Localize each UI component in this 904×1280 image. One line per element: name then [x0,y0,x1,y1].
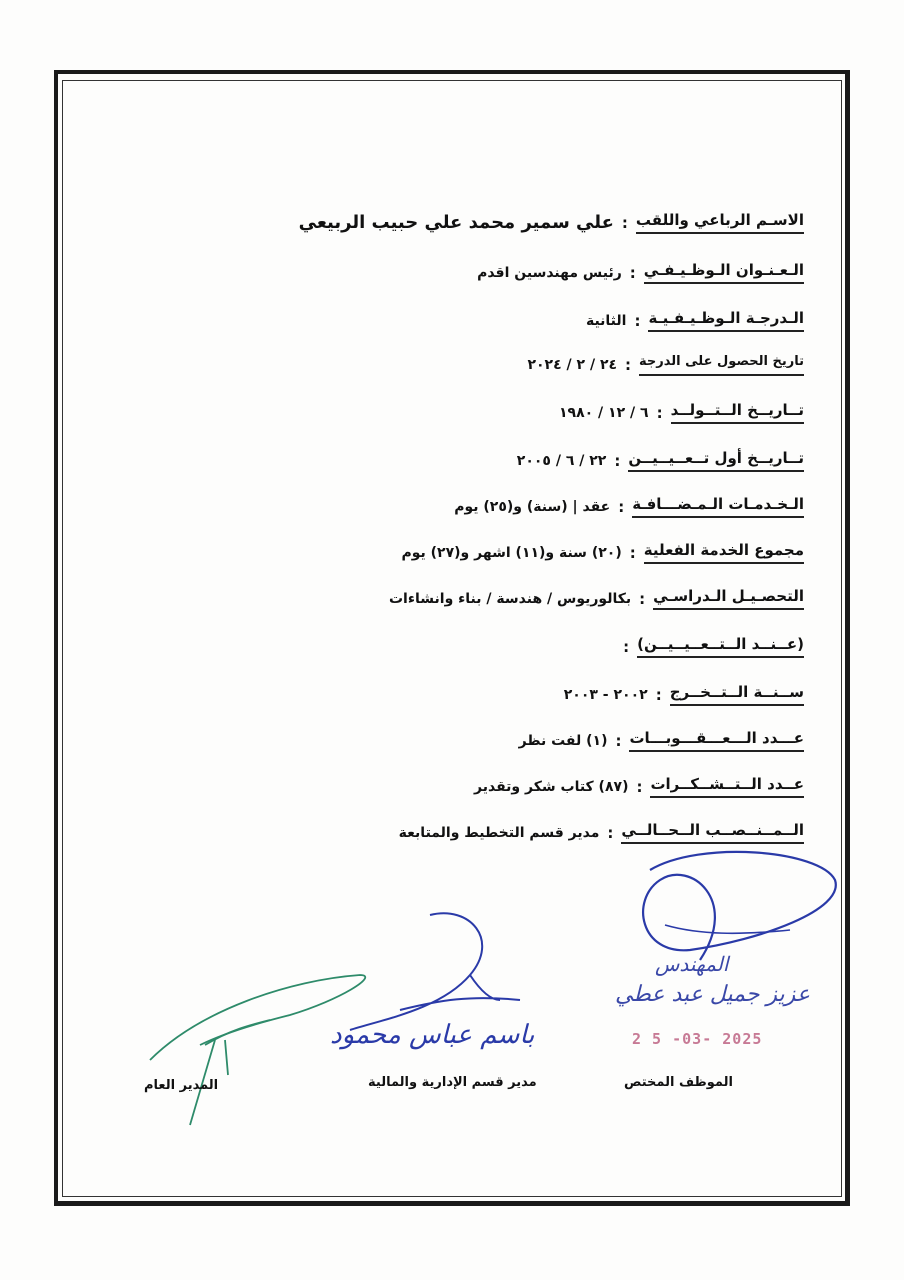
field-colon: : [634,312,641,330]
field-colon: : [629,264,636,282]
general-manager-title: المدير العام [144,1078,219,1093]
field-graduation-year [564,676,804,706]
field-label: الـعـنـوان الـوظـيـفـي [644,260,804,284]
field-label: الـخـدمـات الـمـضـــافـة [632,494,804,518]
field-label: الــمــنــصــب الــحــالــي [621,820,804,844]
field-value: رئيس مهندسين اقدم [477,265,622,281]
field-value: بكالوريوس / هندسة / بناء وانشاءات [388,591,632,607]
field-job-grade [586,302,804,332]
field-colon: : [607,824,614,842]
field-label: تــاريــخ أول تــعــيــيــن [628,448,804,472]
stamp-title: المهندس [655,952,729,976]
field-value: مدير قسم التخطيط والمتابعة [398,825,600,841]
field-colon: : [639,590,646,608]
field-value: الثانية [585,313,627,329]
employee-title: الموظف المختص [624,1075,733,1090]
field-value: (١) لفت نظر [518,733,608,749]
field-job-title [477,254,804,284]
stamp-name: عزيز جميل عبد عطي [615,982,810,1007]
field-label: مجموع الخدمة الفعلية [644,540,804,564]
field-label: (عــنــد الــتــعــيــيــن) [637,634,804,658]
field-grade-date [527,346,804,376]
field-colon: : [614,452,621,470]
field-colon: : [621,214,628,232]
handwritten-name: باسم عباس محمود [330,1020,535,1050]
date-stamp: 2 5 -03- 2025 [632,1030,763,1048]
field-first-appointment [517,442,804,472]
field-value: علي سمير محمد علي حبيب الربيعي [298,212,614,233]
field-colon: : [655,686,662,704]
field-commendations [474,768,804,798]
admin-manager-title: مدير قسم الإدارية والمالية [368,1075,537,1090]
field-label: تاريخ الحصول على الدرجة [639,352,804,376]
field-colon: : [656,404,663,422]
field-full-name [299,204,804,234]
field-colon: : [629,544,636,562]
field-label: الـدرجـة الـوظـيـفـيـة [648,308,804,332]
field-education [389,580,804,610]
field-colon: : [625,356,632,374]
field-value: (٢٠) سنة و(١١) اشهر و(٢٧) يوم [401,545,622,561]
field-colon: : [623,638,630,656]
field-current-position [399,814,804,844]
field-penalties [519,722,804,752]
field-label: ســنــة الــتــخــرج [670,682,804,706]
field-value: ٢٤ / ٢ / ٢٠٢٤ [527,357,618,373]
engineer-stamp [615,940,810,1070]
field-label: الاسـم الرباعي واللقب [636,210,804,234]
field-birth-date [559,394,804,424]
field-label: التحصـيـل الـدراسـي [653,586,804,610]
field-value: ٦ / ١٢ / ١٩٨٠ [558,405,649,421]
field-label: تــاريــخ الــتــولــد [671,400,804,424]
field-colon: : [618,498,625,516]
field-value: ٢٠٠٢ - ٢٠٠٣ [563,687,648,703]
field-total-service [401,534,804,564]
field-added-services [454,488,804,518]
field-label: عـــدد الـــعـــقـــوبـــات [629,728,804,752]
field-label: عــدد الــتــشــكــرات [650,774,804,798]
field-value: (٨٧) كتاب شكر وتقدير [474,779,629,795]
field-value: ٢٢ / ٦ / ٢٠٠٥ [516,453,607,469]
field-education-at-appointment [615,628,804,658]
field-colon: : [636,778,643,796]
field-value: عقد | (سنة) و(٢٥) يوم [454,499,611,515]
field-colon: : [615,732,622,750]
